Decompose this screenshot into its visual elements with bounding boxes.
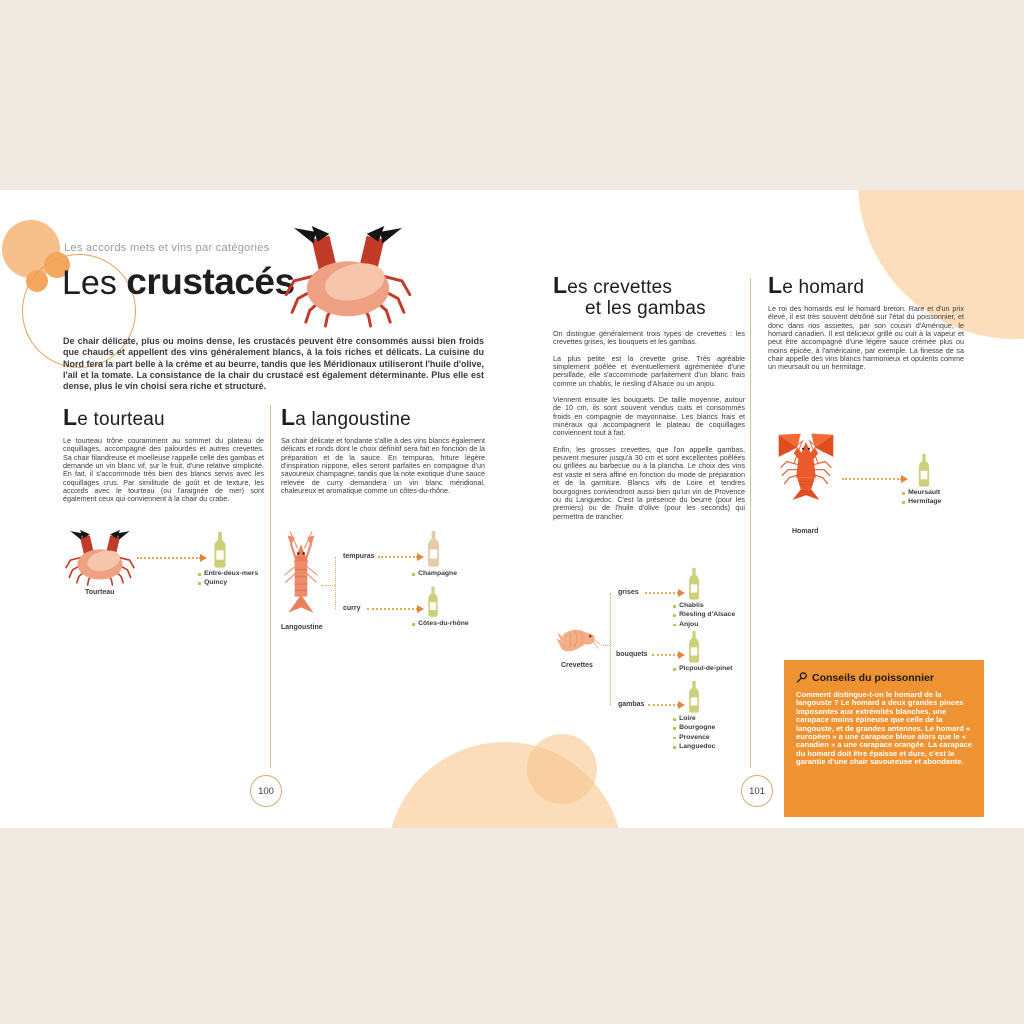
wine-label: Chablis: [679, 602, 704, 609]
wine-label: Anjou: [679, 620, 699, 628]
intro-paragraph: De chair délicate, plus ou moins dense, les crustacés peuvent être consommés aussi bien froids que chauds et appellent des vins généralement blancs, à la fois riches et délicats. La cuisine du Nord fera la part belle à la crème et au beurre, tandis que les Méridionaux utiliseront l'huile d'olive, l'ail et la tomate. La consistance de la chair du crustacé est également déterminante. Plus elle est dense, plus le vin choisi sera riche et structuré.: [63, 336, 484, 392]
wine-item: [412, 571, 457, 578]
wine-bottle-icon: [686, 567, 702, 600]
crevettes-paragraph: Viennent ensuite les bouquets. De taille moyenne, autour de 10 cm, ils sont souvent vendus cuits et consommés froids en compagnie de mayonnaise. Les blancs frais et minéraux qui accompagnent le plateau de coquillages conviennent tout à fait.: [553, 395, 745, 438]
connector-line: [610, 593, 611, 705]
fishmonger-tip-box: [784, 660, 984, 817]
wine-item: [673, 622, 735, 629]
wine-bullet: [902, 501, 905, 504]
wine-label: Loire: [679, 715, 696, 722]
wine-label: Languedoc: [679, 743, 716, 751]
page-title-light: Les: [62, 264, 127, 302]
pairing-arrow: [137, 557, 201, 559]
connector-line: [321, 585, 335, 586]
page-title-bold: crustacés: [126, 261, 295, 302]
section-heading-tourteau: [63, 406, 165, 431]
langoustine-body: Sa chair délicate et fondante s'allie à des vins blancs également délicats et ronds dont le choix définitif sera fait en fonction de la préparation et de la sauce. En tempuras, friture légère d'inspiration nippone, elles seront parfaites en compagnie d'un savoureux champagne, tandis que la note exotique d'une sauce relevée de curry demandera un vin blanc méridional, chaleureux et aromatique comme un côtes-du-rhône.: [281, 436, 485, 496]
branch-label-bouquets: bouquets: [616, 651, 648, 658]
tip-box-title-row: [796, 671, 972, 684]
wine-bullet: [673, 605, 676, 608]
crab-icon: [284, 226, 412, 328]
crevettes-body: [553, 330, 745, 529]
connector-line: [335, 557, 336, 609]
wine-label: Provence: [679, 733, 710, 741]
gambas-wine-list: [673, 716, 715, 754]
lobster-icon: [774, 404, 838, 526]
page-number-right: [741, 775, 773, 807]
wine-label: Côtes-du-rhône: [418, 620, 469, 627]
crevettes-diagram: [553, 558, 753, 758]
pairing-arrow: [367, 608, 418, 610]
branch-label-curry: curry: [343, 605, 361, 612]
wine-bullet: [673, 624, 676, 627]
wine-bullet: [412, 573, 415, 576]
langoustine-icon: [283, 528, 319, 622]
wine-bottle-icon: [211, 531, 229, 568]
book-spread: [0, 190, 1024, 828]
wine-item: [673, 603, 735, 610]
heading-initial: L: [768, 272, 783, 298]
homard-diagram: [768, 400, 964, 540]
grises-wine-list: [673, 603, 735, 631]
tourteau-diagram: [63, 530, 265, 626]
page-title: [62, 262, 295, 310]
pairing-arrow: [648, 704, 679, 706]
tourteau-body: Le tourteau trône couramment au sommet du plateau de coquillages, accompagné des palourdes et autres crevettes. Sa chair filandreuse et moelleuse rappelle celle des gambas et demande un vin blanc vif, sur le fruit, d'une relative simplicité. En fait, il s'accommode très bien des blancs servis avec les coquillages crus. Par similitude de goût et de texture, les accords avec le tourteau (ou l'araignée de mer) sont également ceux qui conviennent à la chair du crabe.: [63, 436, 264, 504]
wine-bullet: [412, 623, 415, 626]
wine-label: Meursault: [908, 489, 941, 496]
homard-wine-list: [902, 490, 941, 509]
branch-label-tempuras: tempuras: [343, 553, 375, 560]
curry-wine-list: [412, 621, 469, 630]
wine-bullet: [673, 737, 676, 740]
pairing-arrow: [645, 592, 679, 594]
wine-item: [198, 580, 258, 587]
wine-bullet: [673, 727, 676, 730]
page-number-value: 100: [258, 785, 274, 797]
pairing-arrow: [378, 556, 418, 558]
wine-label: Champagne: [418, 570, 457, 577]
wine-bullet: [198, 582, 201, 585]
wine-label: Hermitage: [908, 498, 942, 506]
wine-bullet: [673, 718, 676, 721]
langoustine-diagram: [281, 528, 485, 638]
section-heading-crevettes-line1: [553, 274, 672, 299]
tempuras-wine-list: [412, 571, 457, 580]
magnifier-icon: [796, 671, 808, 684]
breadcrumb: Les accords mets et vins par catégories: [64, 242, 270, 254]
tourteau-wine-list: [198, 571, 258, 590]
section-heading-langoustine: [281, 406, 411, 431]
bouquets-wine-list: [673, 666, 732, 675]
branch-label-gambas: gambas: [618, 701, 645, 708]
tourteau-label: Tourteau: [85, 589, 115, 596]
heading-rest: a langoustine: [295, 409, 411, 430]
wine-bottle-icon: [686, 630, 702, 663]
pairing-arrow: [652, 654, 679, 656]
wine-label: Riesling d'Alsace: [679, 611, 736, 619]
crevettes-paragraph: Enfin, les grosses crevettes, que l'on appelle gambas, peuvent mesurer jusqu'à 30 cm et sont excellentes poêlées ou grillées au barbecue ou à la plancha. Le choix des vins est vaste et sera affiné en fonction du mode de préparation et de la garniture. Blancs vifs de Loire et tendres bourgognes conviendront aussi bien qu'un vin de Provence ou du Languedoc. C'est la présence du beurre (pour les premiers) ou de l'huile d'olive (pour les seconds) qui permettra de trancher.: [553, 444, 745, 521]
shrimp-icon: [555, 626, 601, 658]
wine-bullet: [673, 614, 676, 617]
pairing-arrow: [842, 478, 902, 480]
connector-line: [603, 645, 610, 646]
wine-label: Entre-deux-mers: [204, 570, 259, 577]
column-divider-left: [270, 405, 271, 768]
wine-bottle-icon: [686, 680, 702, 713]
wine-item: [673, 716, 715, 723]
heading-initial: L: [63, 404, 78, 430]
wine-item: [673, 666, 732, 673]
crevettes-label: Crevettes: [561, 662, 593, 669]
wine-item: [412, 621, 469, 628]
wine-label: Quincy: [204, 579, 228, 587]
heading-rest: e homard: [782, 277, 865, 298]
tip-box-body: Comment distingue-t-on le homard de la langouste ? Le homard a deux grandes pinces imposantes aux extrémités blanches, une carapace moins épineuse que celle de la langouste, et de grandes antennes. Le homard « européen » a une carapace bleue alors que le « canadien » a une carapace orangée. La carapace du homard doit être épaisse et dure, c'est la garantie d'une chair savoureuse et abondante.: [796, 690, 973, 767]
heading-rest: et les gambas: [585, 298, 706, 319]
wine-label: Picpoul-de-pinet: [679, 665, 733, 672]
heading-rest: e tourteau: [77, 409, 165, 430]
branch-label-grises: grises: [618, 589, 639, 596]
wine-item: [673, 735, 715, 742]
crevettes-paragraph: On distingue généralement trois types de crevettes : les crevettes grises, les bouquets et les gambas.: [553, 329, 745, 347]
wine-bullet: [902, 492, 905, 495]
wine-bottle-icon: [425, 530, 442, 567]
wine-bullet: [198, 573, 201, 576]
wine-item: [673, 612, 735, 619]
crevettes-paragraph: La plus petite est la crevette grise. Très agréable simplement poêlée et éventuellement agrémentée d'une persillade, elle s'accommode parfaitement d'un blanc frais comme un chablis, le riesling d'Alsace ou un anjou.: [553, 353, 745, 388]
page-number-value: 101: [749, 785, 765, 797]
page-number-left: [250, 775, 282, 807]
homard-body: Le roi des homards est le homard breton. Rare et d'un prix élevé, il est très souvent détrôné sur l'étal du poissonnier, et donc dans nos assiettes, par son cousin d'Amérique, le homard canadien. Il est délicieux grillé ou cuit à la vapeur et peut être accompagné d'une légère sauce crémée plus ou moins épicée, à l'américaine, par exemple. La finesse de sa chair appelle des vins blancs harmonieux et opulents comme un meursault ou un hermitage.: [768, 304, 964, 372]
wine-bottle-icon: [916, 453, 932, 487]
wine-bullet: [673, 746, 676, 749]
wine-item: [902, 499, 941, 506]
wine-bottle-icon: [425, 586, 441, 617]
wine-item: [198, 571, 258, 578]
tip-box-title: Conseils du poissonnier: [812, 671, 934, 684]
wine-item: [673, 725, 715, 732]
heading-initial: L: [281, 404, 296, 430]
langoustine-label: Langoustine: [281, 624, 323, 631]
wine-item: [673, 744, 715, 751]
section-heading-crevettes-line2: [585, 298, 706, 320]
crab-icon: [65, 530, 135, 586]
wine-bullet: [673, 668, 676, 671]
homard-label: Homard: [792, 528, 819, 535]
section-heading-homard: [768, 274, 864, 299]
wine-label: Bourgogne: [679, 724, 716, 732]
heading-initial: L: [553, 272, 568, 298]
wine-item: [902, 490, 941, 497]
heading-rest: es crevettes: [567, 277, 673, 298]
